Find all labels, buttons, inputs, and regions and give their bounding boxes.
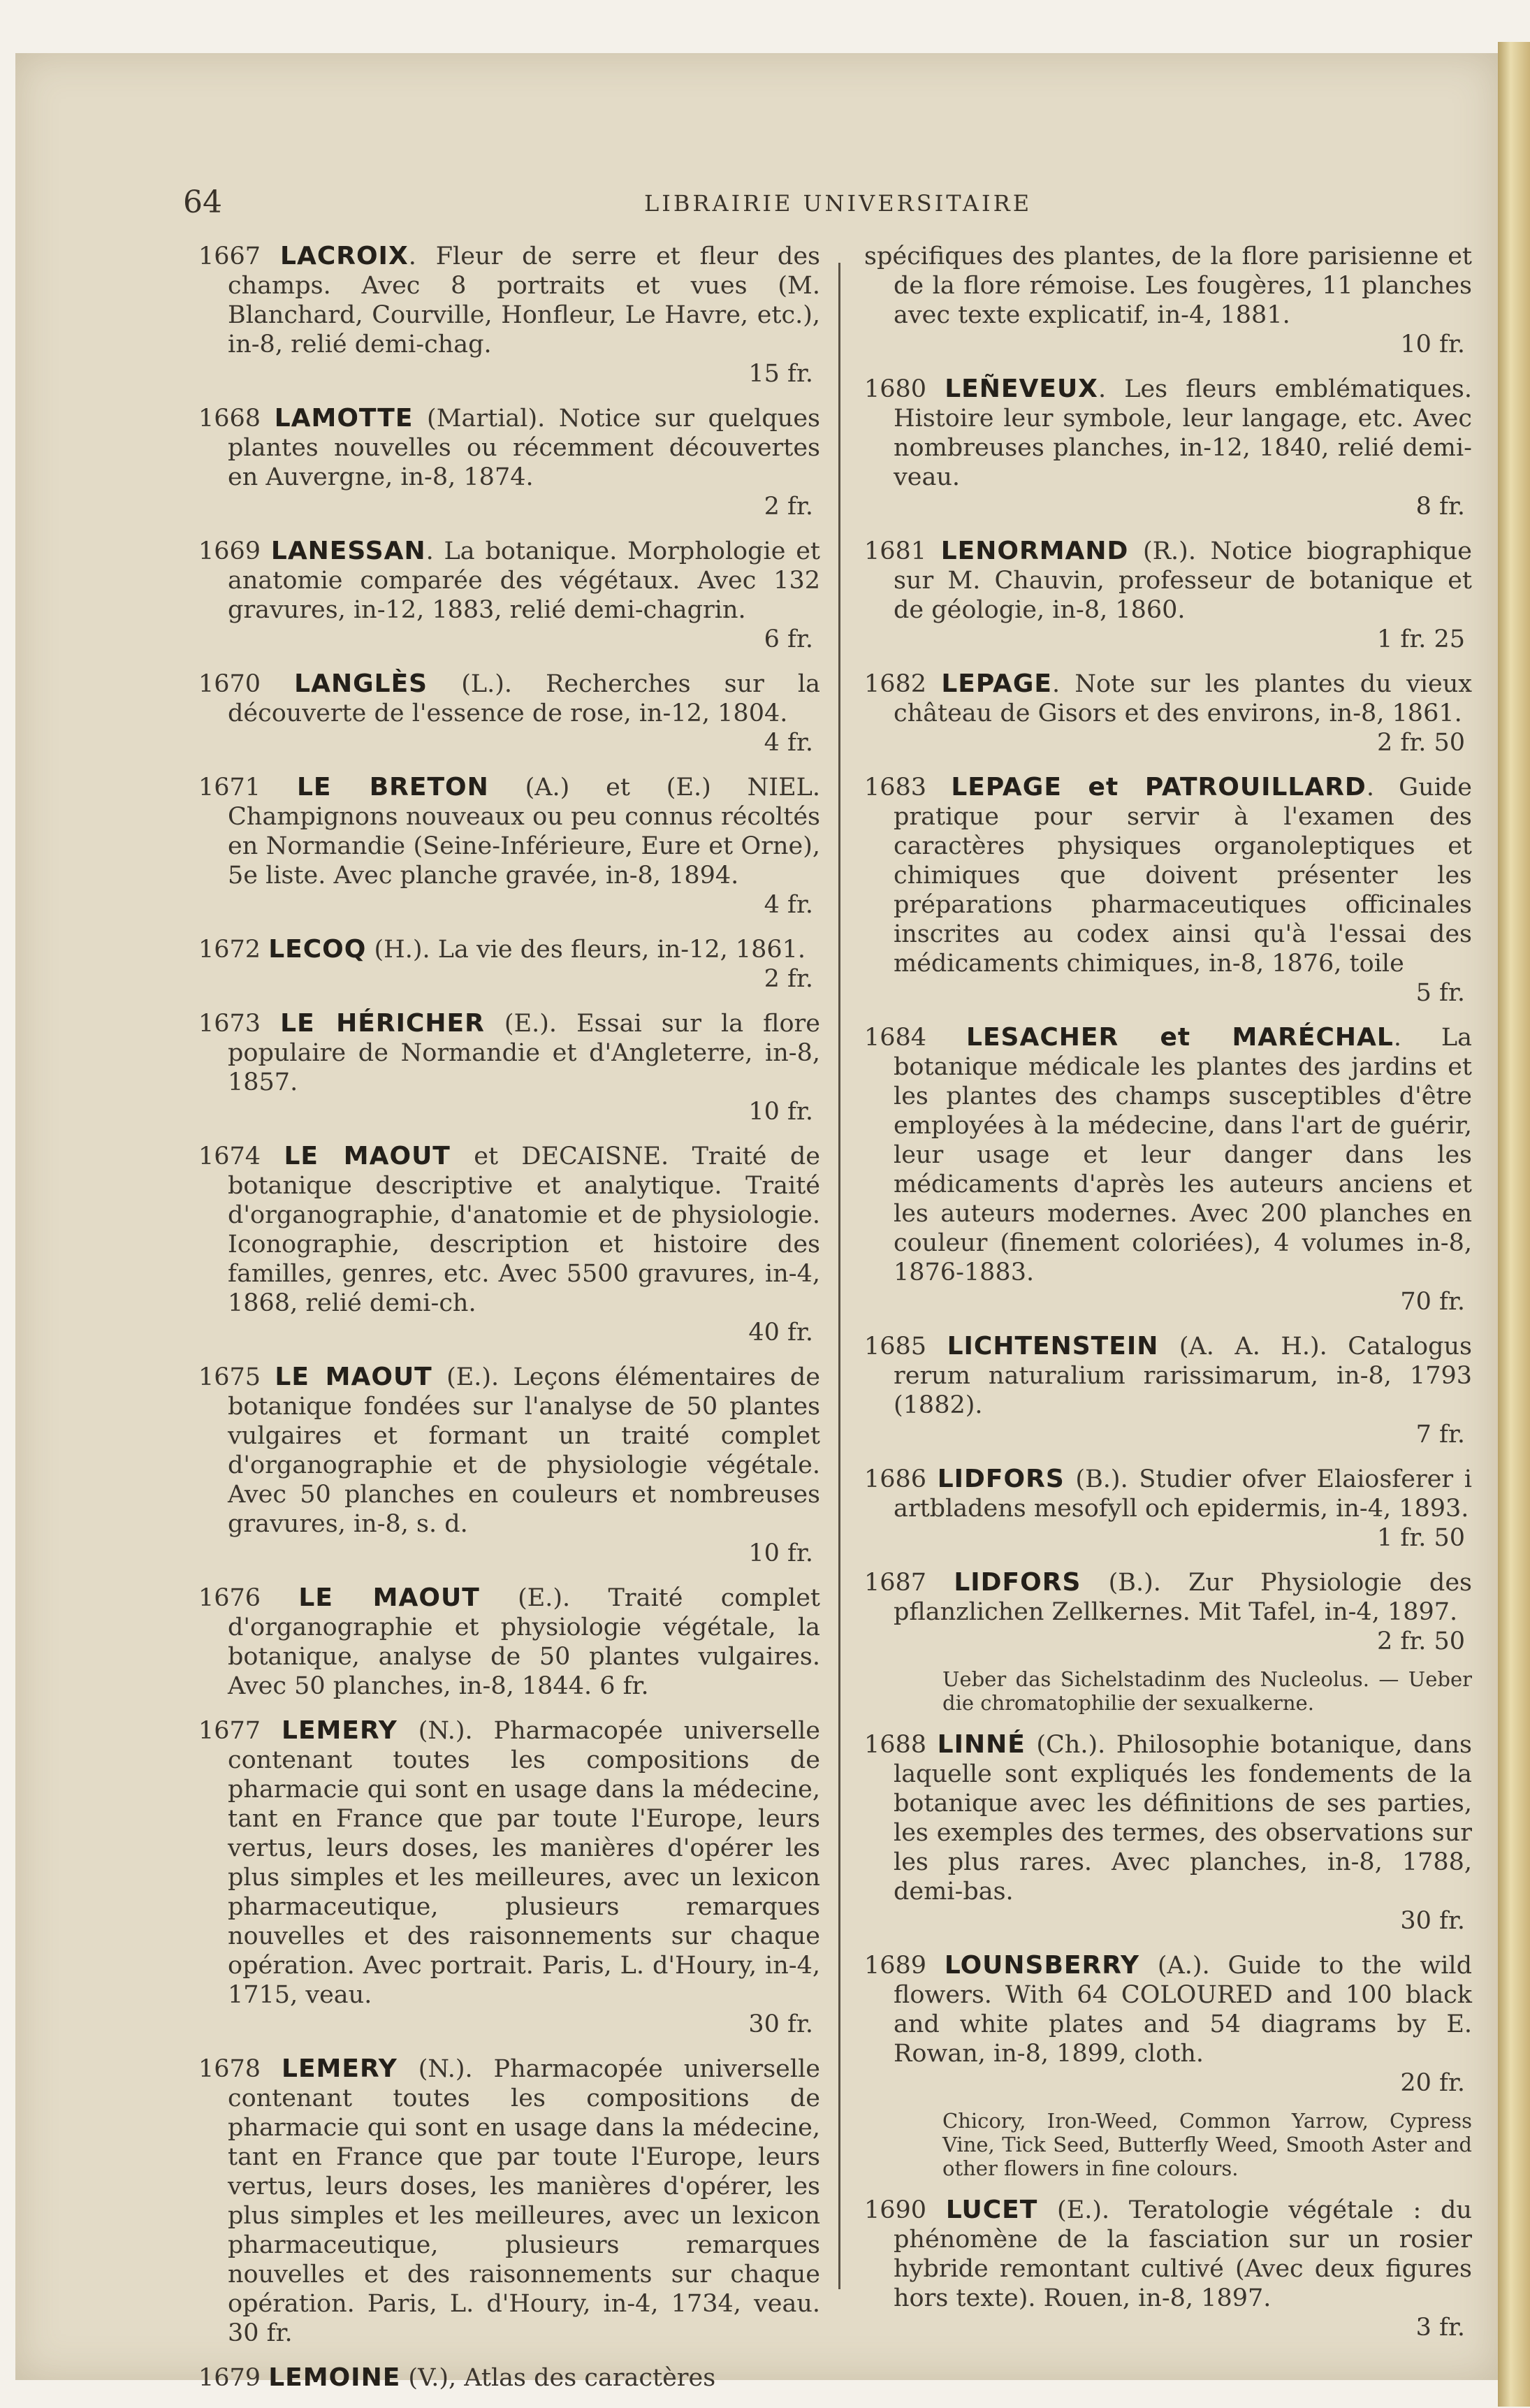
entry-number: 1680	[864, 375, 927, 403]
entry-price: 1 fr. 50	[1376, 1524, 1465, 1552]
author-name: LEMOINE	[268, 2363, 401, 2392]
entry-price: 10 fr.	[748, 1539, 813, 1567]
catalog-entry	[198, 2054, 820, 2348]
entry-description: et DECAISNE. Traité de botanique descriptive et analytique. Traité d'organographie, d'anatomie et de physiologie. Iconographie, description et histoire des familles, genres, etc. Avec 5500 gravures, in-4, 1868, relié demi-ch.	[228, 1143, 820, 1317]
entry-number: 1667	[198, 242, 261, 270]
column-divider	[838, 263, 840, 2289]
entry-price: 2 fr. 50	[1376, 1627, 1465, 1655]
entry-description: . Guide pratique pour servir à l'examen des caractères physiques organoleptiques et chimiques que doivent présenter les préparations pharmaceutiques officinales inscrites au codex ainsi qu'à l'essai des médicaments chimiques, in-8, 1876, toile	[894, 774, 1472, 978]
author-name: LEPAGE	[941, 669, 1052, 698]
entry-price: 3 fr.	[1415, 2314, 1465, 2342]
catalog-entry	[864, 1568, 1472, 1715]
catalog-entry	[198, 669, 820, 757]
entry-number: 1676	[198, 1584, 261, 1612]
author-name: LEMERY	[282, 1716, 398, 1745]
catalog-entry	[864, 1951, 1472, 2180]
entry-note: Chicory, Iron-Weed, Common Yarrow, Cypress Vine, Tick Seed, Butterfly Weed, Smooth Aster and other flowers in fine colours.	[942, 2109, 1472, 2180]
entry-description: (E.). Leçons élémentaires de botanique fondées sur l'analyse de 50 plantes vulgaires et formant un traité complet d'organographie et de physiologie végétale. Avec 50 planches en couleurs et nombreuses gravures, in-8, s. d.	[228, 1363, 820, 1538]
entry-number: 1687	[864, 1569, 927, 1597]
catalog-entry	[198, 1009, 820, 1126]
entry-description: spécifiques des plantes, de la flore parisienne et de la flore rémoise. Les fougères, 11 planches avec texte explicatif, in-4, 1881.	[864, 242, 1472, 329]
author-name: LIDFORS	[937, 1465, 1065, 1493]
entry-price: 7 fr.	[1415, 1421, 1465, 1449]
author-name: LEMERY	[282, 2054, 398, 2083]
catalog-entry	[864, 1332, 1472, 1449]
catalog-entry	[864, 1730, 1472, 1936]
entry-description: (A.) et (E.) NIEL. Champignons nouveaux ou peu connus récoltés en Normandie (Seine-Inférieure, Eure et Orne), 5e liste. Avec planche gravée, in-8, 1894.	[228, 774, 820, 890]
entry-description: (N.). Pharmacopée universelle contenant toutes les compositions de pharmacie qui sont en usage dans la médecine, tant en France que par toute l'Europe, leurs vertus, leurs doses, les manières d'opérer les plus simples et les meilleures, avec un lexicon pharmaceutique, plusieurs remarques nouvelles et des raisonnements sur chaque opération. Avec portrait. Paris, L. d'Houry, in-4, 1715, veau.	[228, 1717, 820, 2009]
author-name: LE MAOUT	[298, 1583, 480, 1612]
entry-price: 2 fr.	[764, 493, 813, 521]
entry-price: 30 fr.	[748, 2010, 813, 2038]
author-name: LEÑEVEUX	[945, 375, 1098, 403]
entry-number: 1686	[864, 1465, 927, 1493]
entry-number: 1669	[198, 537, 261, 565]
author-name: LEPAGE et PATROUILLARD	[951, 773, 1367, 802]
entry-number: 1689	[864, 1952, 927, 1980]
author-name: LAMOTTE	[274, 404, 414, 433]
entry-number: 1673	[198, 1010, 261, 1038]
entry-description: (E.). Essai sur la flore populaire de Normandie et d'Angleterre, in-8, 1857.	[228, 1010, 820, 1096]
entry-number: 1685	[864, 1333, 927, 1361]
entry-description: (B.). Zur Physiologie des pflanzlichen Zellkernes. Mit Tafel, in-4, 1897.	[894, 1569, 1472, 1626]
author-name: LOUNSBERRY	[944, 1951, 1140, 1980]
author-name: LE BRETON	[296, 773, 489, 802]
entry-number: 1688	[864, 1731, 927, 1759]
entry-number: 1674	[198, 1143, 261, 1170]
entry-number: 1678	[198, 2055, 261, 2083]
entry-price: 40 fr.	[748, 1319, 813, 1347]
entry-description: (E.). Traité complet d'organographie et physiologie végétale, la botanique, analyse de 50 plantes vulgaires. Avec 50 planches, in-8, 1844. 6 fr.	[228, 1584, 820, 1700]
right-column	[864, 242, 1472, 2358]
catalog-entry	[198, 1142, 820, 1347]
catalog-entry	[198, 1716, 820, 2039]
entry-number: 1675	[198, 1363, 261, 1391]
entry-price: 20 fr.	[1400, 2069, 1465, 2097]
catalog-page	[15, 53, 1498, 2392]
running-head: LIBRAIRIE UNIVERSITAIRE	[644, 190, 1033, 217]
author-name: LESACHER et MARÉCHAL	[966, 1023, 1394, 1052]
entry-description: (A.). Guide to the wild flowers. With 64 COLOURED and 100 black and white plates and 54 diagrams by E. Rowan, in-8, 1899, cloth.	[894, 1952, 1472, 2068]
entry-description: (N.). Pharmacopée universelle contenant toutes les compositions de pharmacie qui sont en usage dans la médecine, tant en France que par toute l'Europe, leurs vertus, leurs doses, les manières d'opérer, les plus simples et les meilleures, avec un lexicon pharmaceutique, plusieurs remarques nouvelles et des raisonnements sur chaque opération. Paris, L. d'Houry, in-4, 1734, veau. 30 fr.	[228, 2055, 820, 2347]
entry-price: 4 fr.	[764, 729, 813, 757]
entry-description: . La botanique. Morphologie et anatomie comparée des végétaux. Avec 132 gravures, in-12, 1883, relié demi-chagrin.	[228, 537, 820, 624]
catalog-entry	[864, 1023, 1472, 1317]
entry-number: 1681	[864, 537, 927, 565]
entry-description: (L.). Recherches sur la découverte de l'essence de rose, in-12, 1804.	[228, 670, 820, 727]
catalog-entry	[864, 2196, 1472, 2342]
entry-price: 30 fr.	[1400, 1907, 1465, 1935]
entry-description: . Fleur de serre et fleur des champs. Avec 8 portraits et vues (M. Blanchard, Courville, Honfleur, Le Havre, etc.), in-8, relié demi-chag.	[228, 242, 820, 358]
author-name: LINNÉ	[937, 1730, 1026, 1759]
entry-price: 6 fr.	[764, 625, 813, 653]
entry-description: (Martial). Notice sur quelques plantes nouvelles ou récemment découvertes en Auvergne, in-8, 1874.	[228, 405, 820, 491]
catalog-entry	[198, 935, 820, 994]
entry-price: 70 fr.	[1400, 1288, 1465, 1316]
author-name: LANESSAN	[270, 537, 426, 565]
catalog-entry	[864, 242, 1472, 359]
author-name: LE HÉRICHER	[280, 1009, 485, 1038]
entry-description: (R.). Notice biographique sur M. Chauvin, professeur de botanique et de géologie, in-8, 1860.	[894, 537, 1472, 624]
entry-description: (B.). Studier ofver Elaiosferer i artbladens mesofyll och epidermis, in-4, 1893.	[894, 1465, 1472, 1523]
entry-number: 1670	[198, 670, 261, 698]
author-name: LE MAOUT	[284, 1142, 451, 1170]
entry-number: 1671	[198, 774, 261, 802]
author-name: LIDFORS	[954, 1568, 1081, 1597]
entry-price: 5 fr.	[1415, 979, 1465, 1007]
entry-number: 1682	[864, 670, 927, 698]
catalog-entry	[864, 669, 1472, 757]
entry-description: . La botanique médicale les plantes des jardins et les plantes des champs susceptibles d'être employées à la médecine, dans l'art de guérir, leur usage et leur danger dans les médicaments d'après les auteurs anciens et les auteurs modernes. Avec 200 planches en couleur (finement coloriées), 4 volumes in-8, 1876-1883.	[894, 1024, 1472, 1286]
entry-description: (V.), Atlas des caractères	[400, 2364, 716, 2392]
catalog-entry	[864, 537, 1472, 654]
entry-number: 1679	[198, 2364, 261, 2392]
catalog-entry	[198, 1583, 820, 1701]
author-name: LACROIX	[280, 242, 409, 270]
catalog-entry	[198, 1363, 820, 1568]
left-column	[198, 242, 820, 2408]
page-header	[15, 184, 1498, 226]
entry-number: 1672	[198, 936, 261, 964]
entry-description: (A. A. H.). Catalogus rerum naturalium rarissimarum, in-8, 1793 (1882).	[894, 1333, 1472, 1419]
author-name: LENORMAND	[940, 537, 1129, 565]
author-name: LICHTENSTEIN	[947, 1332, 1159, 1361]
page-number: 64	[183, 184, 222, 220]
entry-number: 1690	[864, 2196, 927, 2224]
catalog-entry	[198, 2363, 820, 2393]
page-edge	[1498, 42, 1530, 2407]
catalog-entry	[864, 773, 1472, 1008]
entry-price: 8 fr.	[1415, 493, 1465, 521]
entry-description: (Ch.). Philosophie botanique, dans laquelle sont expliqués les fondements de la botanique avec les définitions de ses parties, les exemples des termes, des observations sur les plus rares. Avec planches, in-8, 1788, demi-bas.	[894, 1731, 1472, 1906]
entry-note: Ueber das Sichelstadinm des Nucleolus. — Ueber die chromatophilie der sexualkerne.	[942, 1667, 1472, 1715]
author-name: LE MAOUT	[275, 1363, 432, 1391]
catalog-entry	[198, 242, 820, 389]
entry-description: . Les fleurs emblématiques. Histoire leur symbole, leur langage, etc. Avec nombreuses planches, in-12, 1840, relié demi-veau.	[894, 375, 1472, 491]
author-name: LECOQ	[268, 935, 367, 964]
entry-price: 1 fr. 25	[1376, 625, 1465, 653]
entry-price: 2 fr. 50	[1376, 729, 1465, 757]
entry-number: 1677	[198, 1717, 261, 1745]
catalog-entry	[864, 1465, 1472, 1553]
entry-number: 1684	[864, 1024, 927, 1052]
catalog-entry	[198, 404, 820, 521]
entry-description: . Note sur les plantes du vieux château de Gisors et des environs, in-8, 1861.	[894, 670, 1472, 727]
catalog-entry	[198, 773, 820, 920]
entry-price: 15 fr.	[748, 360, 813, 388]
author-name: LUCET	[945, 2196, 1038, 2224]
entry-price: 2 fr.	[764, 965, 813, 993]
catalog-entry	[864, 375, 1472, 521]
entry-price: 10 fr.	[748, 1098, 813, 1126]
catalog-entry	[198, 537, 820, 654]
entry-number: 1668	[198, 405, 261, 433]
entry-description: (E.). Teratologie végétale : du phénomène de la fasciation sur un rosier hybride remontant cultivé (Avec deux figures hors texte). Rouen, in-8, 1897.	[894, 2196, 1472, 2312]
author-name: LANGLÈS	[294, 669, 428, 698]
entry-price: 4 fr.	[764, 891, 813, 919]
entry-price: 10 fr.	[1400, 331, 1465, 358]
entry-description: (H.). La vie des fleurs, in-12, 1861.	[366, 936, 806, 964]
entry-number: 1683	[864, 774, 927, 802]
